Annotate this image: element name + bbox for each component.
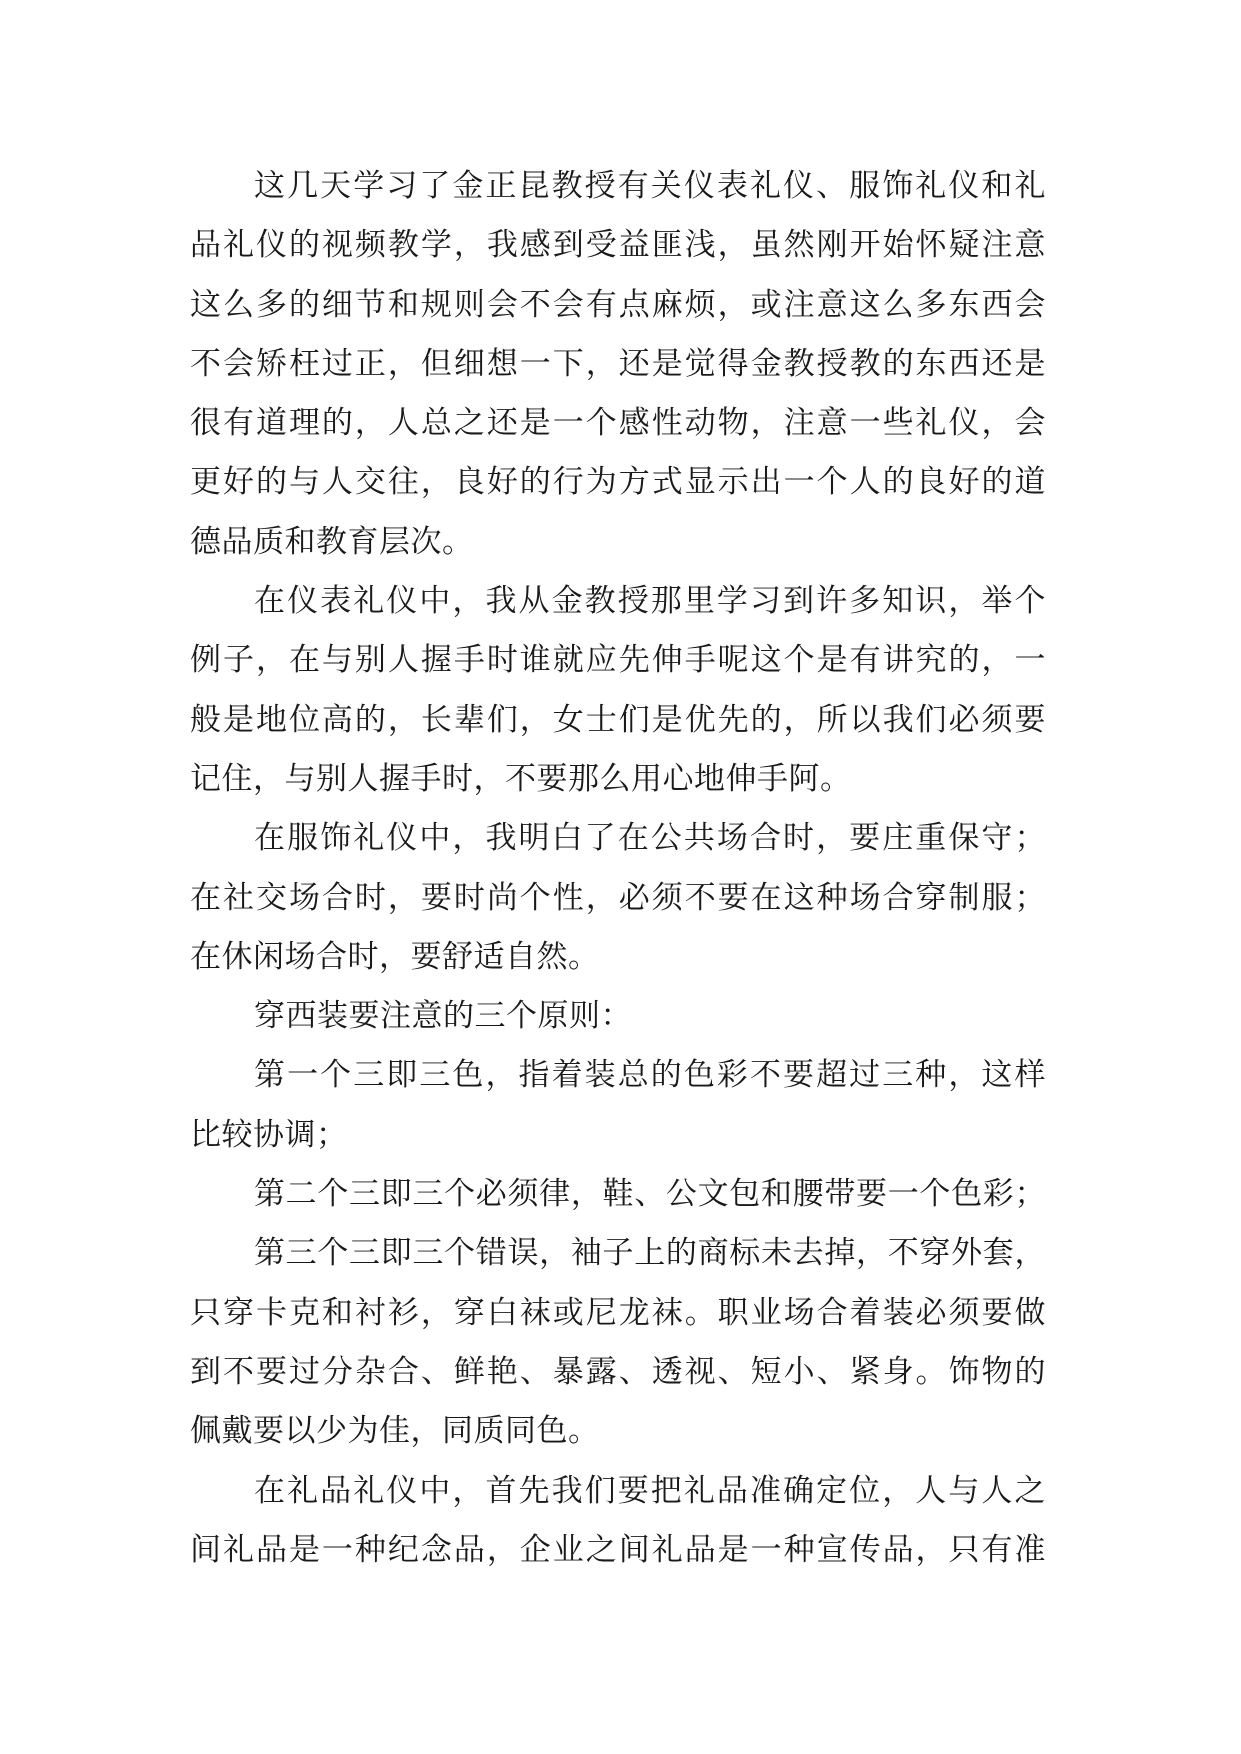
paragraph-line: 不会矫枉过正，但细想一下，还是觉得金教授教的东西还是	[190, 345, 1046, 382]
paragraph-line: 德品质和教育层次。	[190, 523, 474, 560]
paragraph-line: 很有道理的，人总之还是一个感性动物，注意一些礼仪，会	[190, 405, 1046, 442]
paragraph-line: 在休闲场合时，要舒适自然。	[190, 938, 600, 975]
paragraph-line: 在服饰礼仪中，我明白了在公共场合时，要庄重保守；	[254, 820, 1046, 857]
paragraph-line: 在社交场合时，要时尚个性，必须不要在这种场合穿制服；	[190, 879, 1046, 916]
body-text	[190, 157, 1046, 1580]
paragraph-line: 般是地位高的，长辈们，女士们是优先的，所以我们必须要	[190, 701, 1046, 738]
paragraph-line: 在仪表礼仪中，我从金教授那里学习到许多知识，举个	[254, 583, 1046, 620]
paragraph-line: 只穿卡克和衬衫，穿白袜或尼龙袜。职业场合着装必须要做	[190, 1294, 1046, 1331]
paragraph-line: 品礼仪的视频教学，我感到受益匪浅，虽然刚开始怀疑注意	[190, 227, 1046, 264]
paragraph-line: 间礼品是一种纪念品，企业之间礼品是一种宣传品，只有准	[190, 1531, 1046, 1568]
paragraph-line: 佩戴要以少为佳，同质同色。	[190, 1413, 600, 1450]
paragraph-line: 这几天学习了金正昆教授有关仪表礼仪、服饰礼仪和礼	[254, 168, 1046, 204]
paragraph-line: 到不要过分杂合、鲜艳、暴露、透视、短小、紧身。饰物的	[190, 1353, 1046, 1390]
paragraph-line: 在礼品礼仪中，首先我们要把礼品准确定位，人与人之	[254, 1472, 1046, 1509]
paragraph-line: 例子，在与别人握手时谁就应先伸手呢这个是有讲究的，一	[190, 642, 1046, 679]
paragraph-line: 比较协调；	[190, 1116, 348, 1153]
paragraph-line: 第二个三即三个必须律，鞋、公文包和腰带要一个色彩；	[254, 1176, 1046, 1213]
paragraph-line: 这么多的细节和规则会不会有点麻烦，或注意这么多东西会	[190, 286, 1046, 323]
paragraph-line: 第一个三即三色，指着装总的色彩不要超过三种，这样	[254, 1057, 1046, 1094]
paragraph-line: 穿西装要注意的三个原则：	[254, 998, 632, 1035]
paragraph-line: 更好的与人交往，良好的行为方式显示出一个人的良好的道	[190, 464, 1046, 501]
paragraph-line: 记住，与别人握手时，不要那么用心地伸手阿。	[190, 760, 852, 797]
paragraph-line: 第三个三即三个错误，袖子上的商标未去掉，不穿外套，	[254, 1235, 1046, 1272]
